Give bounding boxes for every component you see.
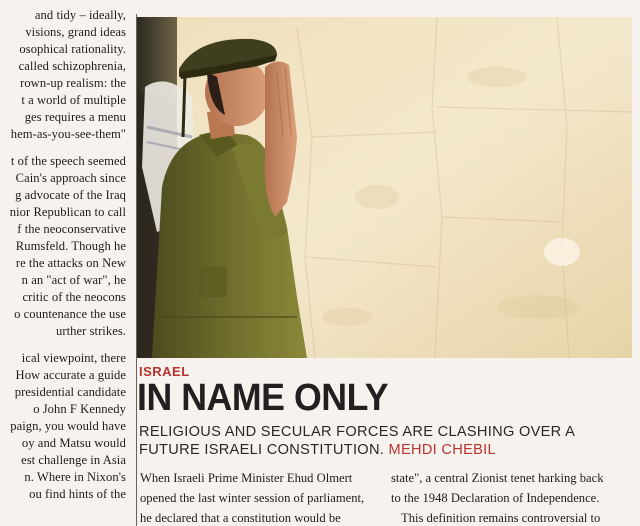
left-col-line: Cain's approach since xyxy=(15,171,126,185)
body-line: to the 1948 Declaration of Independence. xyxy=(391,491,600,505)
body-line: he declared that a constitution would be xyxy=(140,511,341,525)
left-col-line: paign, you would have xyxy=(10,419,126,433)
article-body-column-1 xyxy=(140,468,380,526)
left-col-line: ical viewpoint, there xyxy=(21,351,126,365)
section-label: ISRAEL xyxy=(139,364,190,379)
left-col-line: How accurate a guide xyxy=(15,368,126,382)
left-col-line: re the attacks on New xyxy=(15,256,126,270)
left-col-line: oy and Matsu would xyxy=(21,436,126,450)
left-col-line: osophical rationality. xyxy=(19,42,126,56)
standfirst-line: RELIGIOUS AND SECULAR FORCES ARE CLASHING OVER A xyxy=(139,424,576,440)
left-col-line: rown-up realism: the xyxy=(20,76,126,90)
body-line: opened the last winter session of parliament, xyxy=(140,491,365,505)
left-col-line: ou find hints of the xyxy=(29,487,126,501)
left-col-line: and tidy – ideally, xyxy=(34,8,126,22)
body-line: When Israeli Prime Minister Ehud Olmert xyxy=(140,471,353,485)
standfirst-line-2 xyxy=(139,441,619,459)
left-col-line: f the neoconservative xyxy=(17,222,126,236)
left-col-line: ges requires a menu xyxy=(24,110,126,124)
left-col-line: urther strikes. xyxy=(56,324,126,338)
previous-article-column xyxy=(0,8,126,526)
body-line: state", a central Zionist tenet harking back xyxy=(391,471,604,485)
left-col-line: called schizophrenia, xyxy=(18,59,126,73)
left-col-line: n. Where in Nixon's xyxy=(24,470,126,484)
author-byline: MEHDI CHEBIL xyxy=(388,442,496,458)
left-col-line: t a world of multiple xyxy=(21,93,126,107)
standfirst-text: FUTURE ISRAELI CONSTITUTION. xyxy=(139,442,385,458)
left-col-line: t of the speech seemed xyxy=(10,154,126,168)
left-col-line: o John F Kennedy xyxy=(33,402,126,416)
article-headline: IN NAME ONLY xyxy=(137,377,389,419)
left-col-line: critic of the neocons xyxy=(22,290,126,304)
left-col-line: est challenge in Asia xyxy=(21,453,126,467)
left-col-line: g advocate of the Iraq xyxy=(15,188,126,202)
left-col-line: n an "act of war", he xyxy=(21,273,126,287)
article-standfirst xyxy=(139,423,619,459)
article-body-column-2 xyxy=(391,468,631,526)
left-col-line: o countenance the use xyxy=(14,307,126,321)
left-col-line: hem-as-you-see-them" xyxy=(10,127,126,141)
left-col-line: Rumsfeld. Though he xyxy=(15,239,126,253)
soldier-praying-at-wall-photo xyxy=(137,17,632,358)
left-col-line: nior Republican to call xyxy=(9,205,126,219)
body-line: This definition remains controversial to xyxy=(401,511,601,525)
left-col-line: presidential candidate xyxy=(14,385,126,399)
left-col-line: visions, grand ideas xyxy=(25,25,126,39)
